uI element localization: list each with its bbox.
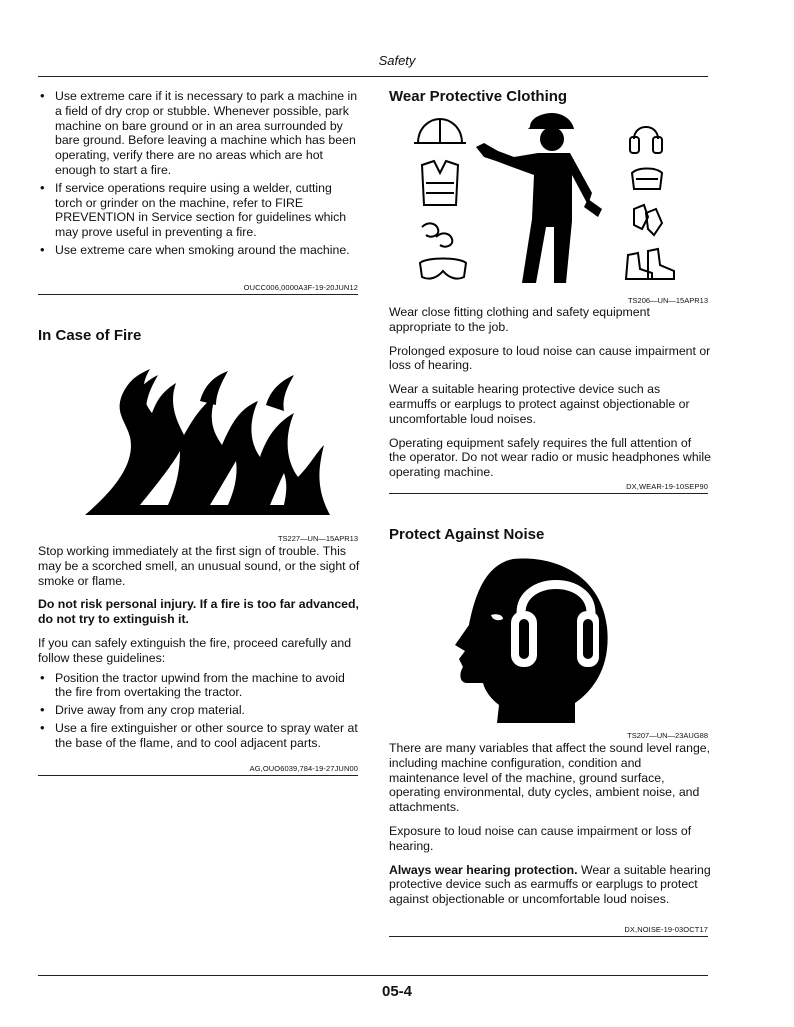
hard-hat-icon [414,119,466,143]
clothing-doc-code: DX,WEAR-19-10SEP90 [626,482,708,491]
noise-emphasis: Always wear hearing protection. [389,862,578,877]
list-item: • Position the tractor upwind from the machine to avoid the fire from overtaking the tractor. [38,671,360,701]
noise-body [389,741,711,916]
left-intro-block [38,89,360,261]
fire-bullet-list [38,671,360,751]
clothing-section-title: Wear Protective Clothing [389,88,568,105]
earplugs-icon [422,223,452,246]
hearing-protection-pictogram-icon [455,555,615,725]
page-number: 05-4 [381,983,413,1000]
intro-bullet-list [38,89,360,258]
noise-paragraph [389,863,711,907]
list-item: • Use a fire extinguisher or other source to spray water at the base of the flame, and to cool adjacent parts. [38,721,360,751]
list-item: • Use extreme care when smoking around the machine. [38,243,360,258]
safety-boots-icon [626,249,674,279]
fire-section-title: In Case of Fire [38,327,142,344]
clothing-section-rule [389,493,708,494]
earmuffs-icon [630,127,662,153]
noise-figure-code: TS207—UN—23AUG88 [627,731,708,740]
list-item: • Use extreme care if it is necessary to park a machine in a field of dry crop or stubble. Whenever possible, park machine on bare ground or in an area surrounded by bare ground. Before leaving a machine which has been operating, verify there are no areas which are hot enough to start a fire. [38,89,360,178]
noise-paragraph: There are many variables that affect the sound level range, including machine configuration, condition and maintenance level of the machine, ground surface, operating environmental, duty cycles, ambient noise, and attachments. [389,741,711,815]
fire-paragraph: Stop working immediately at the first sign of trouble. This may be a scorched smell, an unusual sound, or the sight of smoke or flame. [38,544,360,588]
fire-section-rule [38,775,358,776]
noise-paragraph: Exposure to loud noise can cause impairment or loss of hearing. [389,823,692,853]
fire-doc-code: AG,OUO6039,784-19-27JUN00 [249,764,358,773]
goggles-icon [420,259,466,279]
clothing-paragraph: Prolonged exposure to loud noise can cause impairment or loss of hearing. [389,343,711,373]
clothing-body [389,305,711,489]
clothing-paragraph: Operating equipment safely requires the full attention of the operator. Do not wear radio or music headphones while operating machine. [389,435,711,480]
fire-figure-code: TS227—UN—15APR13 [277,534,358,543]
clothing-paragraph: Wear a suitable hearing protective device such as earmuffs or earplugs to protect against objectionable or uncomfortable loud noises. [389,382,690,426]
fire-pictogram-icon [80,365,340,520]
worker-figure-icon [476,113,602,283]
list-item: • Drive away from any crop material. [38,703,360,718]
header-rule [38,76,708,77]
fire-paragraph: If you can safely extinguish the fire, proceed carefully and follow these guidelines: [38,635,352,665]
noise-paragraph-rest: Wear a suitable hearing protective device such as earmuffs or earplugs to protect against objectionable or uncomfortable loud noises. [389,862,711,907]
noise-doc-code: DX,NOISE-19-03OCT17 [624,925,708,934]
footer-rule [38,975,708,976]
list-item: • If service operations require using a welder, cutting torch or grinder on the machine, refer to FIRE PREVENTION in Service section for guidelines which may prove useful in preventing a fire. [38,181,360,240]
fire-body [38,544,360,754]
clothing-paragraph: Wear close fitting clothing and safety equipment appropriate to the job. [389,305,650,334]
gloves-icon [634,205,662,235]
clothing-figure-code: TS206—UN—15APR13 [627,296,708,305]
fire-warning: Do not risk personal injury. If a fire is too far advanced, do not try to extinguish it. [38,597,359,627]
safety-vest-icon [422,161,458,205]
intro-doc-code: OUCC006,0000A3F-19-20JUN12 [243,283,358,292]
running-header-title: Safety [378,53,416,68]
protective-clothing-pictogram-icon [412,113,680,291]
intro-section-rule [38,294,358,295]
noise-section-rule [389,936,708,937]
face-shield-icon [632,169,662,190]
noise-section-title: Protect Against Noise [389,526,545,543]
